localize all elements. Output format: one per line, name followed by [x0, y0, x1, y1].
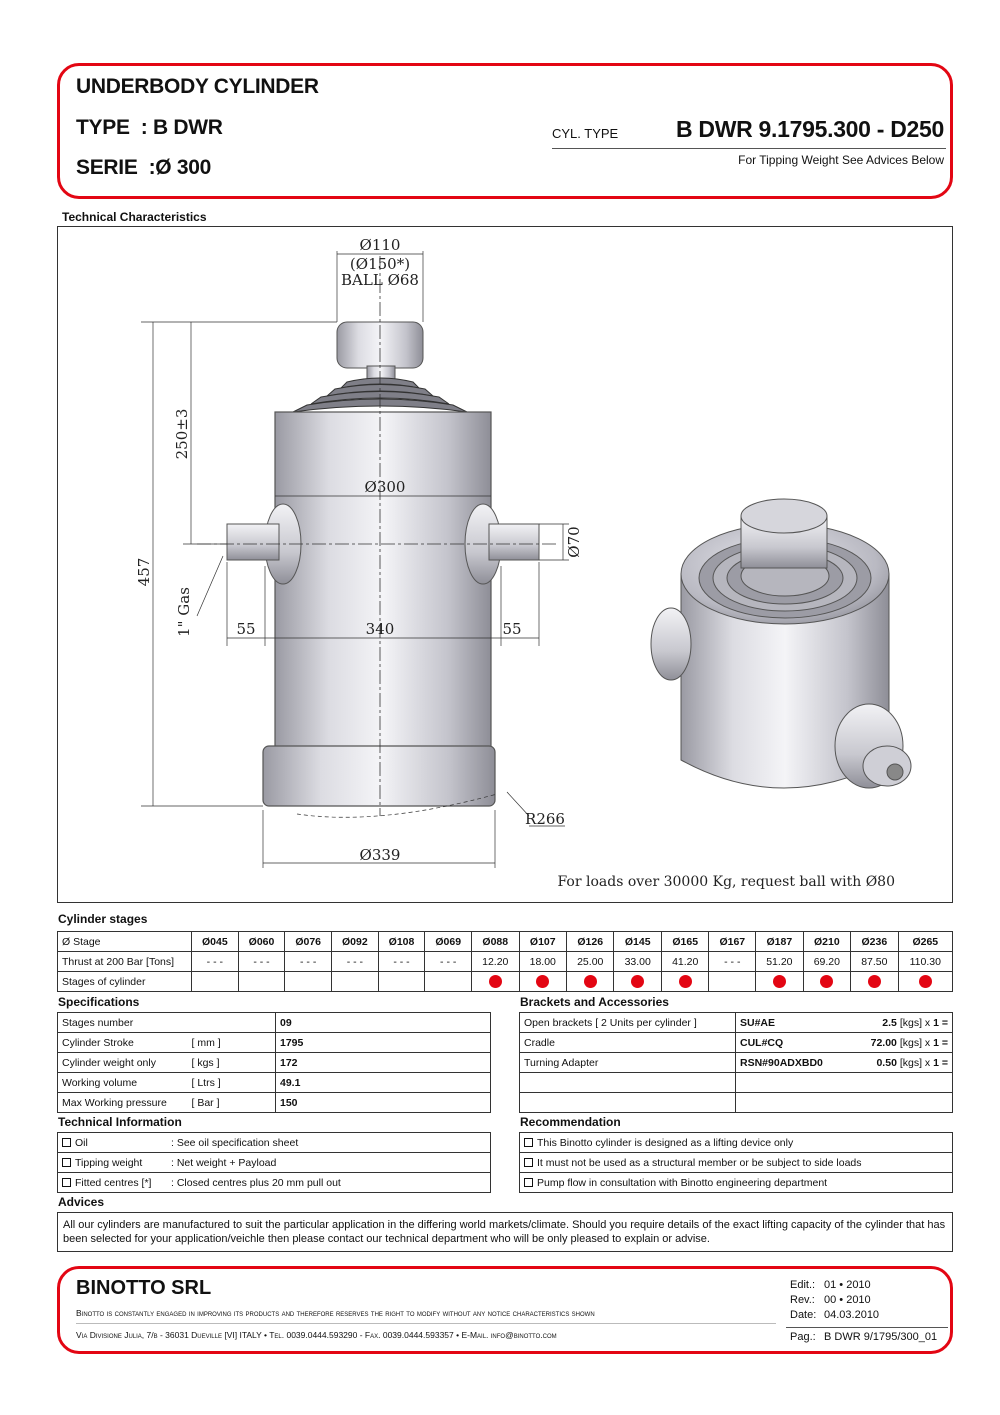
stage-diameter: Ø045 — [192, 932, 239, 952]
stage-active-dot — [536, 975, 549, 988]
stage-thrust: 87.50 — [851, 952, 898, 972]
stage-active-cell — [898, 972, 952, 992]
stage-diameter: Ø076 — [285, 932, 332, 952]
tech-info-row — [58, 1173, 491, 1193]
bracket-detail-cell — [736, 1013, 953, 1033]
dim-ball: BALL Ø68 — [341, 271, 419, 289]
stage-active-cell — [472, 972, 519, 992]
stage-thrust: - - - — [332, 952, 379, 972]
date-value: 04.03.2010 — [824, 1309, 880, 1321]
stage-active-cell — [238, 972, 285, 992]
stage-active-dot — [584, 975, 597, 988]
stage-active-cell — [614, 972, 661, 992]
bracket-unit: [kgs] x — [899, 1056, 931, 1069]
recommendation-cell — [520, 1133, 953, 1153]
stage-diameter: Ø236 — [851, 932, 898, 952]
stage-thrust: 110.30 — [898, 952, 952, 972]
tech-info-label: Fitted centres [*] — [75, 1176, 152, 1189]
bracket-eq: = — [941, 1016, 948, 1029]
stage-diameter: Ø210 — [803, 932, 850, 952]
spec-label: Stages number — [58, 1013, 188, 1033]
edit-label: Edit.: — [790, 1279, 816, 1291]
tech-info-value: : See oil specification sheet — [171, 1136, 299, 1149]
cylinder-stages-table — [57, 931, 953, 992]
bracket-unit: [kgs] x — [899, 1016, 931, 1029]
serie-line: SERIE :Ø 300 — [76, 156, 211, 179]
bracket-label: Open brackets [ 2 Units per cylinder ] — [520, 1013, 736, 1033]
spec-value: 172 — [276, 1053, 491, 1073]
dim-base-dia: Ø339 — [359, 846, 401, 864]
stage-active-cell — [661, 972, 708, 992]
bracket-code: CUL#CQ — [740, 1036, 784, 1049]
stage-active-cell — [756, 972, 803, 992]
dim-radius: R266 — [525, 810, 565, 828]
tech-info-label: Oil — [75, 1136, 88, 1149]
spec-unit: [ mm ] — [188, 1033, 276, 1053]
advices-title: Advices — [58, 1195, 105, 1209]
stage-diameter: Ø092 — [332, 932, 379, 952]
bracket-eq: = — [941, 1056, 948, 1069]
advices-text: All our cylinders are manufactured to suit the particular application in the differing world markets/climate. Should you require details of the exact lifting capacity of the cylinder that has been selected for your application/veichle then please contact our technical department who will be only pleased to explain or advise. — [63, 1219, 946, 1245]
bracket-empty — [736, 1093, 953, 1113]
bracket-weight: 2.5 — [882, 1016, 897, 1029]
load-note: For loads over 30000 Kg, request ball with Ø80 — [557, 874, 895, 890]
stage-diameter: Ø265 — [898, 932, 952, 952]
rev-value: 00 • 2010 — [824, 1294, 871, 1306]
bracket-qty: 1 — [933, 1016, 939, 1029]
footer-address: Via Divisione Julia, 7/b - 36031 Dueville [VI] ITALY • Tel. 0039.0444.593290 - Fax. 0039.0444.593357 • E-Mail. info@binotto.com — [76, 1330, 557, 1340]
recommendation-table — [519, 1132, 953, 1193]
stage-thrust: 33.00 — [614, 952, 661, 972]
stage-diameter-row — [58, 932, 953, 952]
checkbox-icon — [62, 1178, 71, 1187]
technical-characteristics-title: Technical Characteristics — [62, 210, 207, 224]
tech-info-row — [58, 1153, 491, 1173]
dim-right-pin: 55 — [502, 620, 522, 638]
recommendation-row — [520, 1153, 953, 1173]
brackets-table — [519, 1012, 953, 1113]
footer-divider — [76, 1323, 776, 1324]
checkbox-icon — [524, 1138, 533, 1147]
technical-information-table — [57, 1132, 491, 1193]
tech-info-value: : Closed centres plus 20 mm pull out — [171, 1176, 341, 1189]
stage-thrust: - - - — [709, 952, 756, 972]
dim-height-top: 250±3 — [173, 408, 191, 460]
tech-info-cell — [58, 1153, 491, 1173]
row-label: Thrust at 200 Bar [Tons] — [58, 952, 192, 972]
cyl-type-label: CYL. TYPE — [552, 126, 619, 141]
technical-information-title: Technical Information — [58, 1115, 182, 1129]
specifications-title: Specifications — [58, 995, 140, 1009]
recommendation-text: This Binotto cylinder is designed as a lifting device only — [537, 1136, 794, 1149]
specifications-table — [57, 1012, 491, 1113]
stage-active-cell — [709, 972, 756, 992]
recommendation-text: Pump flow in consultation with Binotto engineering department — [537, 1176, 828, 1189]
dim-height-total: 457 — [135, 557, 153, 587]
left-pin — [227, 524, 279, 560]
stage-active-cell — [425, 972, 472, 992]
page-value: B DWR 9/1795/300_01 — [824, 1331, 938, 1343]
stage-diameter: Ø187 — [756, 932, 803, 952]
spec-label: Cylinder Stroke — [58, 1033, 188, 1053]
checkbox-icon — [62, 1158, 71, 1167]
stage-active-cell — [285, 972, 332, 992]
spec-unit: [ Bar ] — [188, 1093, 276, 1113]
tech-info-row — [58, 1133, 491, 1153]
spec-unit — [188, 1013, 276, 1033]
bracket-detail-cell — [736, 1033, 953, 1053]
stage-thrust: 25.00 — [567, 952, 614, 972]
dim-pin-span: 340 — [365, 620, 395, 638]
bracket-weight: 0.50 — [876, 1056, 897, 1069]
stage-active-cell — [192, 972, 239, 992]
rev-label: Rev.: — [790, 1294, 815, 1306]
stage-active-cell — [332, 972, 379, 992]
stage-active-dot — [489, 975, 502, 988]
bracket-weight: 72.00 — [870, 1036, 897, 1049]
bracket-row — [520, 1093, 953, 1113]
dim-pin-dia: Ø70 — [565, 526, 583, 558]
stage-active-dot — [631, 975, 644, 988]
date-label: Date: — [790, 1309, 817, 1321]
stage-diameter: Ø069 — [425, 932, 472, 952]
thrust-row — [58, 952, 953, 972]
bracket-qty: 1 — [933, 1036, 939, 1049]
spec-unit: [ kgs ] — [188, 1053, 276, 1073]
stage-diameter: Ø167 — [709, 932, 756, 952]
header-divider — [552, 148, 946, 149]
stage-diameter: Ø107 — [519, 932, 566, 952]
dim-top-dia: Ø110 — [359, 236, 401, 254]
checkbox-icon — [62, 1138, 71, 1147]
stage-diameter: Ø060 — [238, 932, 285, 952]
stage-diameter: Ø108 — [378, 932, 425, 952]
bracket-row — [520, 1053, 953, 1073]
stage-active-dot — [773, 975, 786, 988]
spec-label: Max Working pressure — [58, 1093, 188, 1113]
bracket-qty: 1 — [933, 1056, 939, 1069]
stage-thrust: 51.20 — [756, 952, 803, 972]
stage-active-cell — [851, 972, 898, 992]
stage-active-dot — [820, 975, 833, 988]
cylinder-stages-title: Cylinder stages — [58, 912, 148, 926]
stage-thrust: - - - — [425, 952, 472, 972]
tipping-note: For Tipping Weight See Advices Below — [738, 153, 944, 167]
recommendation-row — [520, 1173, 953, 1193]
tech-info-value: : Net weight + Payload — [171, 1156, 277, 1169]
cyl-type-code: B DWR 9.1795.300 - D250 — [676, 116, 944, 142]
recommendation-text: It must not be used as a structural member or be subject to side loads — [537, 1156, 862, 1169]
bracket-empty — [736, 1073, 953, 1093]
stage-active-dot — [868, 975, 881, 988]
recommendation-cell — [520, 1153, 953, 1173]
stage-active-cell — [803, 972, 850, 992]
stage-thrust: - - - — [378, 952, 425, 972]
stage-thrust: 12.20 — [472, 952, 519, 972]
company-name: BINOTTO SRL — [76, 1277, 212, 1299]
stage-thrust: 18.00 — [519, 952, 566, 972]
checkbox-icon — [524, 1178, 533, 1187]
cylinder-drawing — [57, 226, 953, 903]
stage-diameter: Ø088 — [472, 932, 519, 952]
spec-row — [58, 1073, 491, 1093]
spec-value: 49.1 — [276, 1073, 491, 1093]
bracket-label: Cradle — [520, 1033, 736, 1053]
bracket-empty — [520, 1073, 736, 1093]
stage-thrust: - - - — [238, 952, 285, 972]
dim-body-dia: Ø300 — [364, 478, 406, 496]
page-divider — [786, 1327, 948, 1328]
spec-value: 1795 — [276, 1033, 491, 1053]
brackets-title: Brackets and Accessories — [520, 995, 669, 1009]
recommendation-row — [520, 1133, 953, 1153]
stage-active-cell — [567, 972, 614, 992]
spec-unit: [ Ltrs ] — [188, 1073, 276, 1093]
active-stages-row — [58, 972, 953, 992]
bracket-row — [520, 1073, 953, 1093]
bracket-empty — [520, 1093, 736, 1113]
type-line: TYPE : B DWR — [76, 116, 223, 139]
recommendation-title: Recommendation — [520, 1115, 621, 1129]
stage-diameter: Ø165 — [661, 932, 708, 952]
spec-label: Working volume — [58, 1073, 188, 1093]
row-label: Ø Stage — [58, 932, 192, 952]
stage-active-cell — [519, 972, 566, 992]
edit-value: 01 • 2010 — [824, 1279, 871, 1291]
stage-active-dot — [679, 975, 692, 988]
stage-diameter: Ø126 — [567, 932, 614, 952]
document-title: UNDERBODY CYLINDER — [76, 75, 319, 98]
bracket-code: SU#AE — [740, 1016, 776, 1029]
checkbox-icon — [524, 1158, 533, 1167]
bracket-detail-cell — [736, 1053, 953, 1073]
tech-info-cell — [58, 1133, 491, 1153]
stage-diameter: Ø145 — [614, 932, 661, 952]
dim-left-pin: 55 — [236, 620, 256, 638]
tech-info-cell — [58, 1173, 491, 1193]
footer-disclaimer: Binotto is constantly engaged in improving its products and therefore reserves the right to modify without any notice characteristics shown — [76, 1308, 595, 1318]
cylinder-base — [263, 746, 495, 806]
bracket-eq: = — [941, 1036, 948, 1049]
bracket-row — [520, 1013, 953, 1033]
spec-label: Cylinder weight only — [58, 1053, 188, 1073]
stage-active-dot — [919, 975, 932, 988]
spec-value: 150 — [276, 1093, 491, 1113]
tech-info-label: Tipping weight — [75, 1156, 143, 1169]
bracket-label: Turning Adapter — [520, 1053, 736, 1073]
dim-top-dia-alt: (Ø150*) — [349, 255, 411, 273]
bracket-unit: [kgs] x — [899, 1036, 931, 1049]
advices-box — [57, 1212, 953, 1252]
dim-gas: 1" Gas — [175, 587, 193, 637]
spec-row — [58, 1053, 491, 1073]
cylinder-body — [275, 412, 491, 750]
bracket-code: RSN#90ADXBD0 — [740, 1056, 823, 1069]
spec-value: 09 — [276, 1013, 491, 1033]
recommendation-cell — [520, 1173, 953, 1193]
bracket-row — [520, 1033, 953, 1053]
stage-thrust: 41.20 — [661, 952, 708, 972]
stage-thrust: - - - — [285, 952, 332, 972]
isometric-view — [651, 499, 911, 788]
stage-active-cell — [378, 972, 425, 992]
stage-thrust: 69.20 — [803, 952, 850, 972]
spec-row — [58, 1013, 491, 1033]
spec-row — [58, 1093, 491, 1113]
row-label: Stages of cylinder — [58, 972, 192, 992]
spec-row — [58, 1033, 491, 1053]
right-pin — [489, 524, 539, 560]
stage-thrust: - - - — [192, 952, 239, 972]
page-label: Pag.: — [790, 1331, 816, 1343]
